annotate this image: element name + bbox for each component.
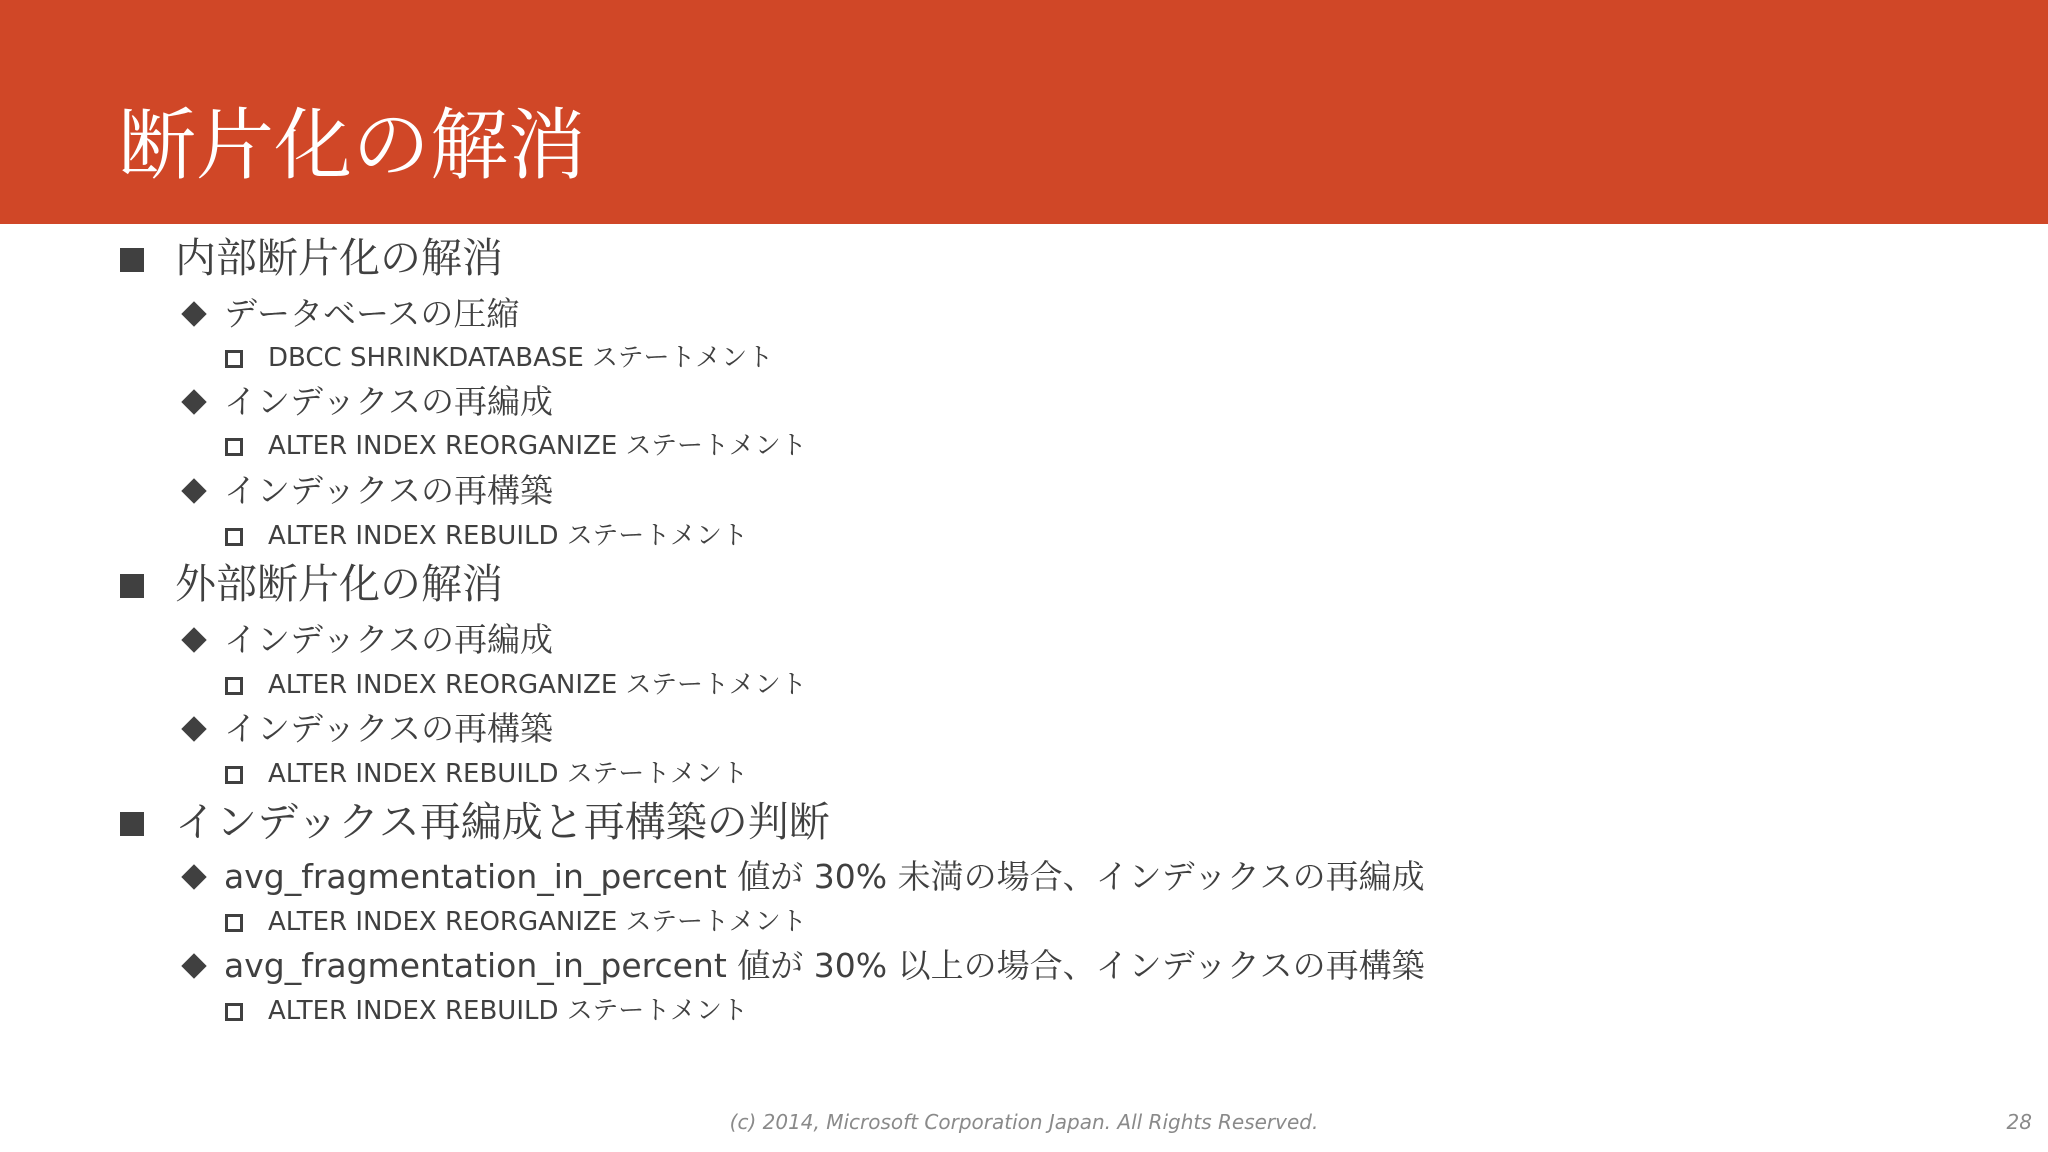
section-heading: 内部断片化の解消: [175, 234, 503, 282]
list-item-label: インデックスの再編成: [224, 620, 554, 659]
list-subitem-label: ALTER INDEX REBUILD ステートメント: [268, 759, 748, 789]
list-item-label: インデックスの再編成: [224, 382, 554, 421]
copyright-footer: (c) 2014, Microsoft Corporation Japan. All Rights Reserved.: [729, 1110, 1319, 1134]
hollow-square-bullet-icon: [225, 1003, 243, 1021]
diamond-bullet-icon: [181, 627, 206, 652]
slide-title: 断片化の解消: [118, 101, 587, 191]
list-subitem-label: DBCC SHRINKDATABASE ステートメント: [268, 343, 774, 373]
hollow-square-bullet-icon: [225, 766, 243, 784]
list-subitem-label: ALTER INDEX REBUILD ステートメント: [268, 521, 748, 551]
diamond-bullet-icon: [181, 301, 206, 326]
list-subitem-label: ALTER INDEX REBUILD ステートメント: [268, 996, 748, 1026]
hollow-square-bullet-icon: [225, 677, 243, 695]
section-heading: インデックス再編成と再構築の判断: [175, 798, 830, 846]
list-item-label: avg_fragmentation_in_percent 値が 30% 未満の場合、インデックスの再編成: [224, 857, 1425, 896]
diamond-bullet-icon: [181, 864, 206, 889]
hollow-square-bullet-icon: [225, 528, 243, 546]
list-subitem-label: ALTER INDEX REORGANIZE ステートメント: [268, 670, 807, 700]
diamond-bullet-icon: [181, 716, 206, 741]
list-item-label: インデックスの再構築: [224, 471, 554, 510]
list-subitem-label: ALTER INDEX REORGANIZE ステートメント: [268, 431, 807, 461]
square-bullet-icon: [120, 574, 144, 598]
square-bullet-icon: [120, 248, 144, 272]
hollow-square-bullet-icon: [225, 914, 243, 932]
section-heading: 外部断片化の解消: [175, 560, 503, 608]
diamond-bullet-icon: [181, 953, 206, 978]
list-subitem-label: ALTER INDEX REORGANIZE ステートメント: [268, 907, 807, 937]
page-number: 28: [2006, 1110, 2032, 1134]
hollow-square-bullet-icon: [225, 438, 243, 456]
hollow-square-bullet-icon: [225, 350, 243, 368]
diamond-bullet-icon: [181, 478, 206, 503]
title-bar: [0, 0, 2048, 224]
diamond-bullet-icon: [181, 389, 206, 414]
list-item-label: インデックスの再構築: [224, 709, 554, 748]
list-item-label: avg_fragmentation_in_percent 値が 30% 以上の場合、インデックスの再構築: [224, 946, 1425, 985]
square-bullet-icon: [120, 812, 144, 836]
list-item-label: データベースの圧縮: [224, 294, 520, 333]
